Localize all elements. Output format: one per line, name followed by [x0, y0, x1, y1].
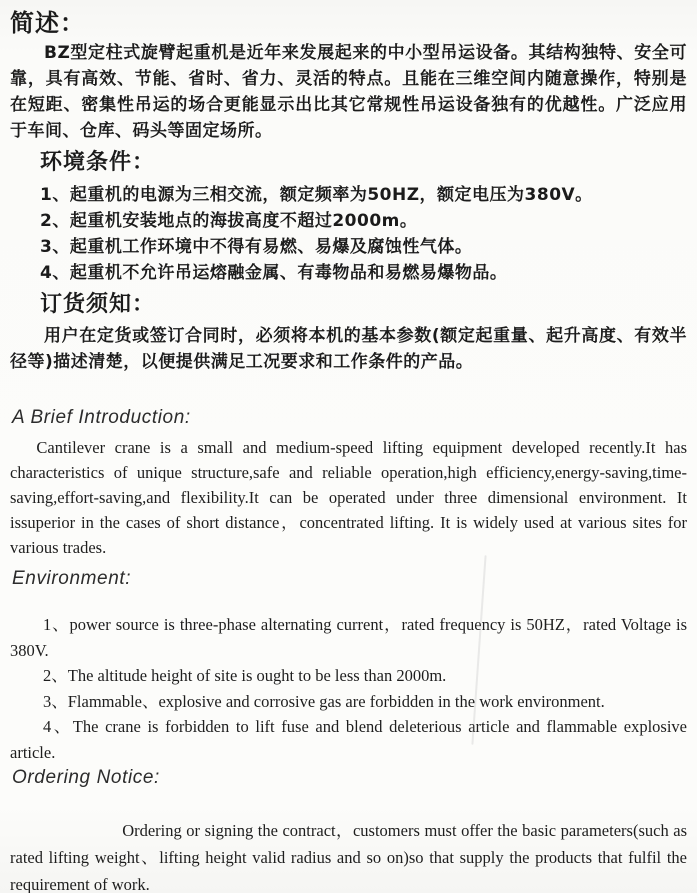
list-item: 2、The altitude height of site is ought to be less than 2000m.: [43, 666, 447, 685]
heading-environment-en: Environment:: [12, 568, 132, 589]
section-environment-cn: [10, 149, 687, 286]
list-item: 1、power source is three-phase alternating current，rated frequency is 50HZ，rated Voltage is 380V.: [10, 615, 687, 660]
paragraph-ordering-cn: 用户在定货或签订合同时，必须将本机的基本参数(额定起重量、起升高度、有效半径等)描述清楚，以便提供满足工况要求和工作条件的产品。: [10, 326, 687, 372]
environment-en-list: [10, 612, 687, 765]
section-ordering-en: [10, 767, 687, 893]
list-item: 4、The crane is forbidden to lift fuse and blend deleterious article and flammable explosive article.: [10, 717, 687, 762]
paragraph-intro-en: Cantilever crane is a small and medium-speed lifting equipment developed recently.It has characteristics of unique structure,safe and reliable operation,high efficiency,energy-saving,time-saving,effort-saving,and flexibility.It can be operated under three dimensional environment. It issuperior in the cases of short distance，concentrated lifting. It is widely used at various sites for various trades.: [10, 438, 687, 557]
list-item: 1、起重机的电源为三相交流，额定频率为50HZ，额定电压为380V。: [40, 184, 593, 205]
list-item: 2、起重机安装地点的海拔高度不超过2000m。: [40, 210, 418, 231]
heading-intro-en: A Brief Introduction:: [12, 407, 191, 428]
section-ordering-cn: [10, 291, 687, 376]
list-item: 4、起重机不允许吊运熔融金属、有毒物品和易燃易爆物品。: [40, 262, 508, 283]
paragraph-ordering-en: Ordering or signing the contract，customers must offer the basic parameters(such as rated lifting weight、lifting height valid radius and so on)so that supply the products that fulfil the requirement of work.: [10, 821, 687, 893]
heading-environment-cn: 环境条件：: [40, 150, 156, 175]
section-environment-en: [10, 568, 687, 765]
list-item: 3、起重机工作环境中不得有易燃、易爆及腐蚀性气体。: [40, 236, 473, 257]
paragraph-overview-cn: BZ型定柱式旋臂起重机是近年来发展起来的中小型吊运设备。其结构独特、安全可靠，具有高效、节能、省时、省力、灵活的特点。且能在三维空间内随意操作，特别是在短距、密集性吊运的场合更能显示出比其它常规性吊运设备独有的优越性。广泛应用于车间、仓库、码头等固定场所。: [10, 43, 687, 141]
section-intro-en: [10, 407, 687, 560]
environment-cn-list: [10, 182, 687, 286]
heading-overview-cn: 简述：: [10, 9, 85, 37]
section-overview-cn: [10, 8, 687, 144]
list-item: 3、Flammable、explosive and corrosive gas are forbidden in the work environment.: [43, 691, 605, 711]
heading-ordering-cn: 订货须知：: [40, 291, 156, 317]
heading-ordering-en: Ordering Notice:: [12, 767, 160, 788]
